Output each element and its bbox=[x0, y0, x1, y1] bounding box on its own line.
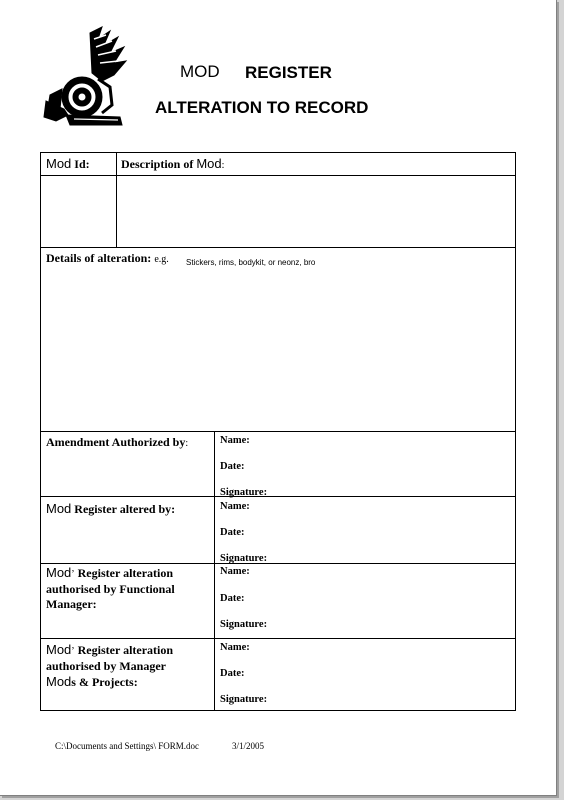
footer-date: 3/1/2005 bbox=[232, 741, 265, 751]
amendment-name-label: Name: bbox=[220, 435, 250, 446]
row-divider bbox=[41, 496, 515, 497]
column-divider bbox=[214, 431, 215, 711]
column-divider bbox=[116, 153, 117, 247]
row-divider bbox=[41, 563, 515, 564]
functional-date-label: Date: bbox=[220, 593, 245, 604]
winged-turbo-logo-icon bbox=[40, 25, 130, 130]
row-divider bbox=[41, 638, 515, 639]
amendment-signature-label: Signature: bbox=[220, 487, 268, 498]
mod-id-label: Mod Id: bbox=[46, 156, 90, 171]
details-field[interactable] bbox=[43, 271, 513, 429]
functional-name-label: Name: bbox=[220, 566, 250, 577]
manager-date-label: Date: bbox=[220, 668, 245, 679]
alteration-form bbox=[40, 152, 516, 711]
description-field[interactable] bbox=[119, 178, 513, 245]
header-mod: MOD bbox=[180, 62, 220, 81]
row-divider bbox=[41, 431, 515, 432]
register-altered-by-label: Mod Register altered by: bbox=[46, 501, 176, 516]
row-divider bbox=[41, 175, 515, 176]
details-example-text: Stickers, rims, bodykit, or neonz, bro bbox=[186, 258, 316, 267]
footer-file-path: C:\Documents and Settings\ FORM.doc bbox=[55, 741, 199, 751]
altered-name-label: Name: bbox=[220, 501, 250, 512]
amendment-authorized-label: Amendment Authorized by: bbox=[46, 435, 189, 449]
functional-manager-label: Mod’ Register alteration authorised by Functional Manager: bbox=[46, 565, 175, 611]
mod-id-field[interactable] bbox=[43, 178, 114, 245]
altered-signature-label: Signature: bbox=[220, 553, 268, 564]
description-label: Description of Mod: bbox=[121, 156, 225, 171]
altered-date-label: Date: bbox=[220, 527, 245, 538]
manager-name-label: Name: bbox=[220, 642, 250, 653]
row-divider bbox=[41, 247, 515, 248]
details-label: Details of alteration: e.g. bbox=[46, 251, 169, 265]
functional-signature-label: Signature: bbox=[220, 619, 268, 630]
header-register: REGISTER bbox=[245, 63, 332, 82]
manager-projects-label: Mod’ Register alteration authorised by Manager Mods & Projects: bbox=[46, 642, 174, 689]
header-title: ALTERATION TO RECORD bbox=[155, 98, 369, 117]
manager-signature-label: Signature: bbox=[220, 694, 268, 705]
amendment-date-label: Date: bbox=[220, 461, 245, 472]
